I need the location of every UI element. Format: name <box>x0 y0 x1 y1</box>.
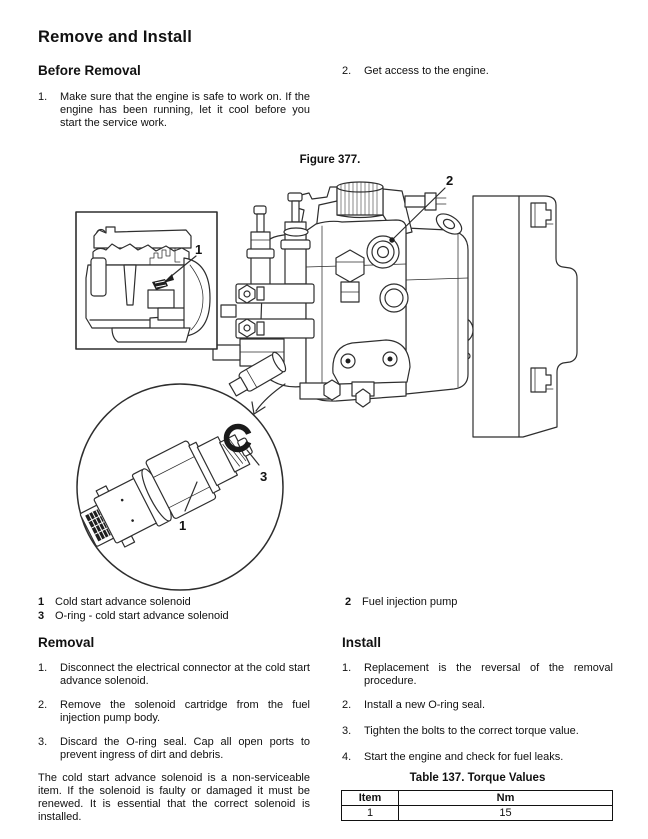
figure-callout-3-oring: 3 <box>260 469 268 484</box>
figure-legend-right <box>345 596 615 610</box>
install-step-4 <box>342 751 613 764</box>
legend-number: 1 <box>38 596 45 608</box>
step-number: 1. <box>38 91 48 103</box>
install-step-3 <box>342 725 613 738</box>
removal-step-1 <box>38 662 310 688</box>
before-removal-heading: Before Removal <box>38 63 141 78</box>
torque-table-cell-item: 1 <box>342 806 399 821</box>
step-number: 2. <box>38 699 48 711</box>
engine-drawing <box>86 227 210 342</box>
before-removal-step-1 <box>38 91 310 130</box>
step-text: Tighten the bolts to the correct torque value. <box>364 725 579 737</box>
step-text: Install a new O-ring seal. <box>364 699 486 711</box>
figure-callout-1-engine: 1 <box>195 242 203 257</box>
figure-callout-1-solenoid: 1 <box>179 518 187 533</box>
removal-heading: Removal <box>38 635 95 650</box>
figure-callout-2-pump: 2 <box>446 173 454 188</box>
step-text: Get access to the engine. <box>364 65 489 77</box>
legend-label: O-ring - cold start advance solenoid <box>55 609 229 622</box>
step-number: 2. <box>342 65 352 77</box>
step-text: Make sure that the engine is safe to work on. If the engine has been running, let it cool before you start the service work. <box>60 91 310 129</box>
step-text: Remove the solenoid cartridge from the fuel injection pump body. <box>60 699 310 724</box>
torque-table-cell-nm: 15 <box>399 806 613 821</box>
engine-inset-box <box>76 212 217 349</box>
install-step-2 <box>342 699 613 712</box>
page-title: Remove and Install <box>38 28 192 46</box>
torque-table-header-nm: Nm <box>399 791 613 806</box>
step-text: Disconnect the electrical connector at the cold start advance solenoid. <box>60 662 310 687</box>
figure-legend-left <box>38 596 328 623</box>
legend-number: 2 <box>345 596 352 608</box>
step-text: Discard the O-ring seal. Cap all open ports to prevent ingress of dirt and debris. <box>60 736 310 761</box>
legend-label: Fuel injection pump <box>362 596 458 608</box>
legend-label: Cold start advance solenoid <box>55 596 191 608</box>
step-number: 1. <box>342 662 352 674</box>
mounting-plate-drawing <box>473 196 577 437</box>
legend-number: 3 <box>38 609 45 622</box>
install-heading: Install <box>342 635 382 650</box>
figure-caption: Figure 377. <box>299 154 361 166</box>
step-number: 4. <box>342 751 352 763</box>
removal-note: The cold start advance solenoid is a non-serviceable item. If the solenoid is faulty or damaged it must be renewed. It is essential that the correct solenoid is installed. <box>38 772 310 823</box>
legend-item-3 <box>38 610 328 624</box>
legend-item-1 <box>38 596 328 610</box>
figure-377-illustration <box>0 170 648 595</box>
solenoid-detail-bubble <box>72 384 285 590</box>
step-number: 2. <box>342 699 352 711</box>
legend-item-2 <box>345 596 615 610</box>
step-number: 3. <box>38 736 48 748</box>
removal-step-2 <box>38 699 310 725</box>
torque-table-caption: Table 137. Torque Values <box>409 772 546 784</box>
torque-table-header-item: Item <box>342 791 399 806</box>
torque-table-header-row <box>342 791 613 806</box>
step-text: Replacement is the reversal of the removal procedure. <box>364 662 613 687</box>
step-text: Start the engine and check for fuel leaks. <box>364 751 564 763</box>
removal-step-3 <box>38 736 310 762</box>
torque-table <box>341 790 613 821</box>
step-number: 3. <box>342 725 352 737</box>
step-number: 1. <box>38 662 48 674</box>
install-step-1 <box>342 662 613 688</box>
table-row <box>342 806 613 821</box>
fuel-injection-pump-drawing <box>213 182 473 407</box>
before-removal-step-2 <box>342 65 613 78</box>
